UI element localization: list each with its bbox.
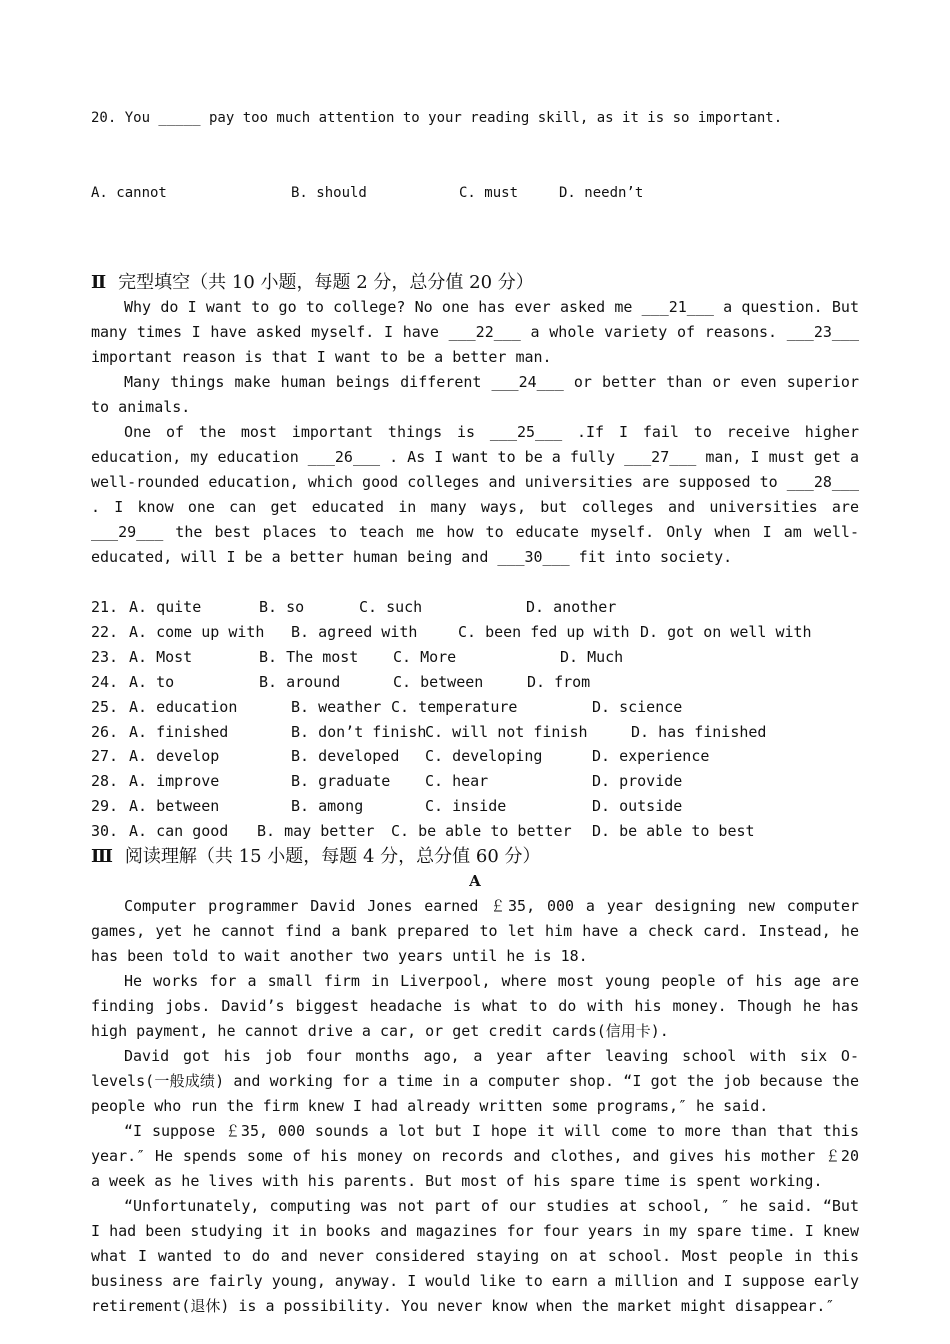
option-b: B. so [259,598,305,616]
option-a: A. develop [129,747,220,766]
option-a: A. finished [129,722,229,741]
option-b: B. agreed with [291,622,418,641]
option-a: A. between [129,797,220,816]
passage-paragraph-1: Computer programmer David Jones earned ￡35, 000 a year designing new computer games, yet he cannot find a bank prepared to let him have a check card. Instead, he has been told to wait another two years until he is 18. [91,897,859,966]
option-b: B. don’t finish [291,722,427,741]
option-c: C. such [359,598,423,616]
option-d: D. outside [592,797,683,816]
cloze-paragraph-1: Why do I want to go to college? No one has ever asked me ___21___ a question. But many times I have asked myself. I have ___22___ a whole variety of reasons. ___23___ important reason is that I want to be a better man. [91,298,859,366]
option-b: B. around [259,672,341,691]
option-c: C. developing [425,747,543,766]
cloze-paragraph-2: Many things make human beings different ___24___ or better than or even superior to animals. [91,373,859,416]
option-d: D. science [592,697,683,716]
option-c: C. will not finish [425,722,588,741]
option-a: A. improve [129,772,220,791]
option-row-22 [91,620,859,645]
option-d: D. experience [592,747,710,766]
section-2-numeral: Ⅱ [91,272,107,293]
option-row-30 [91,819,859,844]
option-a: A. can good [129,822,229,841]
passage-label: A [469,872,481,891]
option-row-27 [91,744,859,769]
option-b: B. developed [291,747,400,766]
question-number: 22. [91,622,119,641]
option-b: B. may better [257,822,375,841]
spacer [91,570,859,595]
option-d: D. provide [592,772,683,791]
passage-paragraph-5: “Unfortunately, computing was not part of our studies at school, ″ he said. “But I had been studying it in books and magazines for four years in my spare time. I knew what I wanted to do and never considered staying on at school. Most people in this business are fairly young, anyway. I would like to earn a million and I suppose early retirement(退休) is a possibility. You never know when the market might disappear.″ [91,1197,859,1316]
option-d: D. Much [560,647,624,666]
option-d: D. be able to best [592,822,755,841]
option-c: C. between [393,672,484,691]
passage-paragraph-2: He works for a small firm in Liverpool, where most young people of his age are finding jobs. David’s biggest headache is what to do with his money. Though he has high payment, he cannot drive a car, or get credit cards(信用卡). [91,972,859,1041]
question-number: 28. [91,772,119,791]
option-row-26 [91,720,859,745]
option-c: C. inside [425,797,507,816]
cloze-options [91,595,859,844]
option-b: B. should [291,185,367,201]
section-3-title: 阅读理解（共 15 小题，每题 4 分，总分值 60 分） [124,846,541,868]
section-2-heading [91,270,859,295]
option-a: A. cannot [91,185,167,201]
option-row-29 [91,794,859,819]
question-20-stem: 20. You _____ pay too much attention to your reading skill, as it is so important. [91,110,783,126]
passage-paragraph-4: “I suppose ￡35, 000 sounds a lot but I hope it will come to more than that this year.″ He spends some of his money on records and clothes, and gives his mother ￡20 a week as he lives with his parents. But most of his spare time is spent working. [91,1122,859,1191]
option-b: B. graduate [291,772,391,791]
option-d: D. another [526,598,617,616]
question-20-options [91,181,859,206]
option-a: A. come up with [129,622,265,641]
cloze-paragraph-3: One of the most important things is ___25___ .If I fail to receive higher education, my education ___26___ . As I want to be a fully ___27___ man, I must get a well-rounded education, which good colleges and universities are supposed to ___28___ . I know one can get educated in many ways, but colleges and universities are ___29___ the best places to teach me how to educate myself. Only when I am well-educated, will I be a better human being and ___30___ fit into society. [91,423,859,566]
option-d: D. has finished [631,722,767,741]
option-b: B. among [291,797,364,816]
option-a: A. education [129,697,238,716]
question-number: 29. [91,797,119,816]
question-number: 26. [91,722,119,741]
question-number: 24. [91,672,119,691]
question-number: 25. [91,697,119,716]
question-number: 23. [91,647,119,666]
option-c: C. temperature [391,697,518,716]
option-a: A. to [129,672,175,691]
option-c: C. be able to better [391,822,572,841]
option-a: A. quite [129,598,202,616]
question-number: 27. [91,747,119,766]
option-b: B. The most [259,647,359,666]
option-c: C. been fed up with [458,622,630,641]
section-2-title: 完型填空（共 10 小题，每题 2 分，总分值 20 分） [118,272,534,293]
option-row-24 [91,670,859,695]
option-row-21 [91,595,859,620]
option-row-23 [91,645,859,670]
option-c: C. must [459,185,519,201]
option-row-25 [91,695,859,720]
question-number: 21. [91,598,119,616]
section-3-heading [91,844,859,869]
option-c: C. More [393,647,457,666]
option-d: D. needn’t [559,185,644,201]
option-c: C. hear [425,772,489,791]
exam-page [91,56,859,1319]
option-a: A. Most [129,647,193,666]
option-d: D. from [527,672,591,691]
question-20 [91,56,859,256]
section-3-numeral: Ⅲ [91,846,113,868]
option-b: B. weather [291,697,382,716]
option-row-28 [91,769,859,794]
passage-paragraph-3: David got his job four months ago, a year after leaving school with six O-levels(一般成绩) and working for a time in a computer shop. “I got the job because the people who run the firm knew I had already written some programs,″ he said. [91,1047,859,1116]
option-d: D. got on well with [640,622,812,641]
question-number: 30. [91,822,119,841]
